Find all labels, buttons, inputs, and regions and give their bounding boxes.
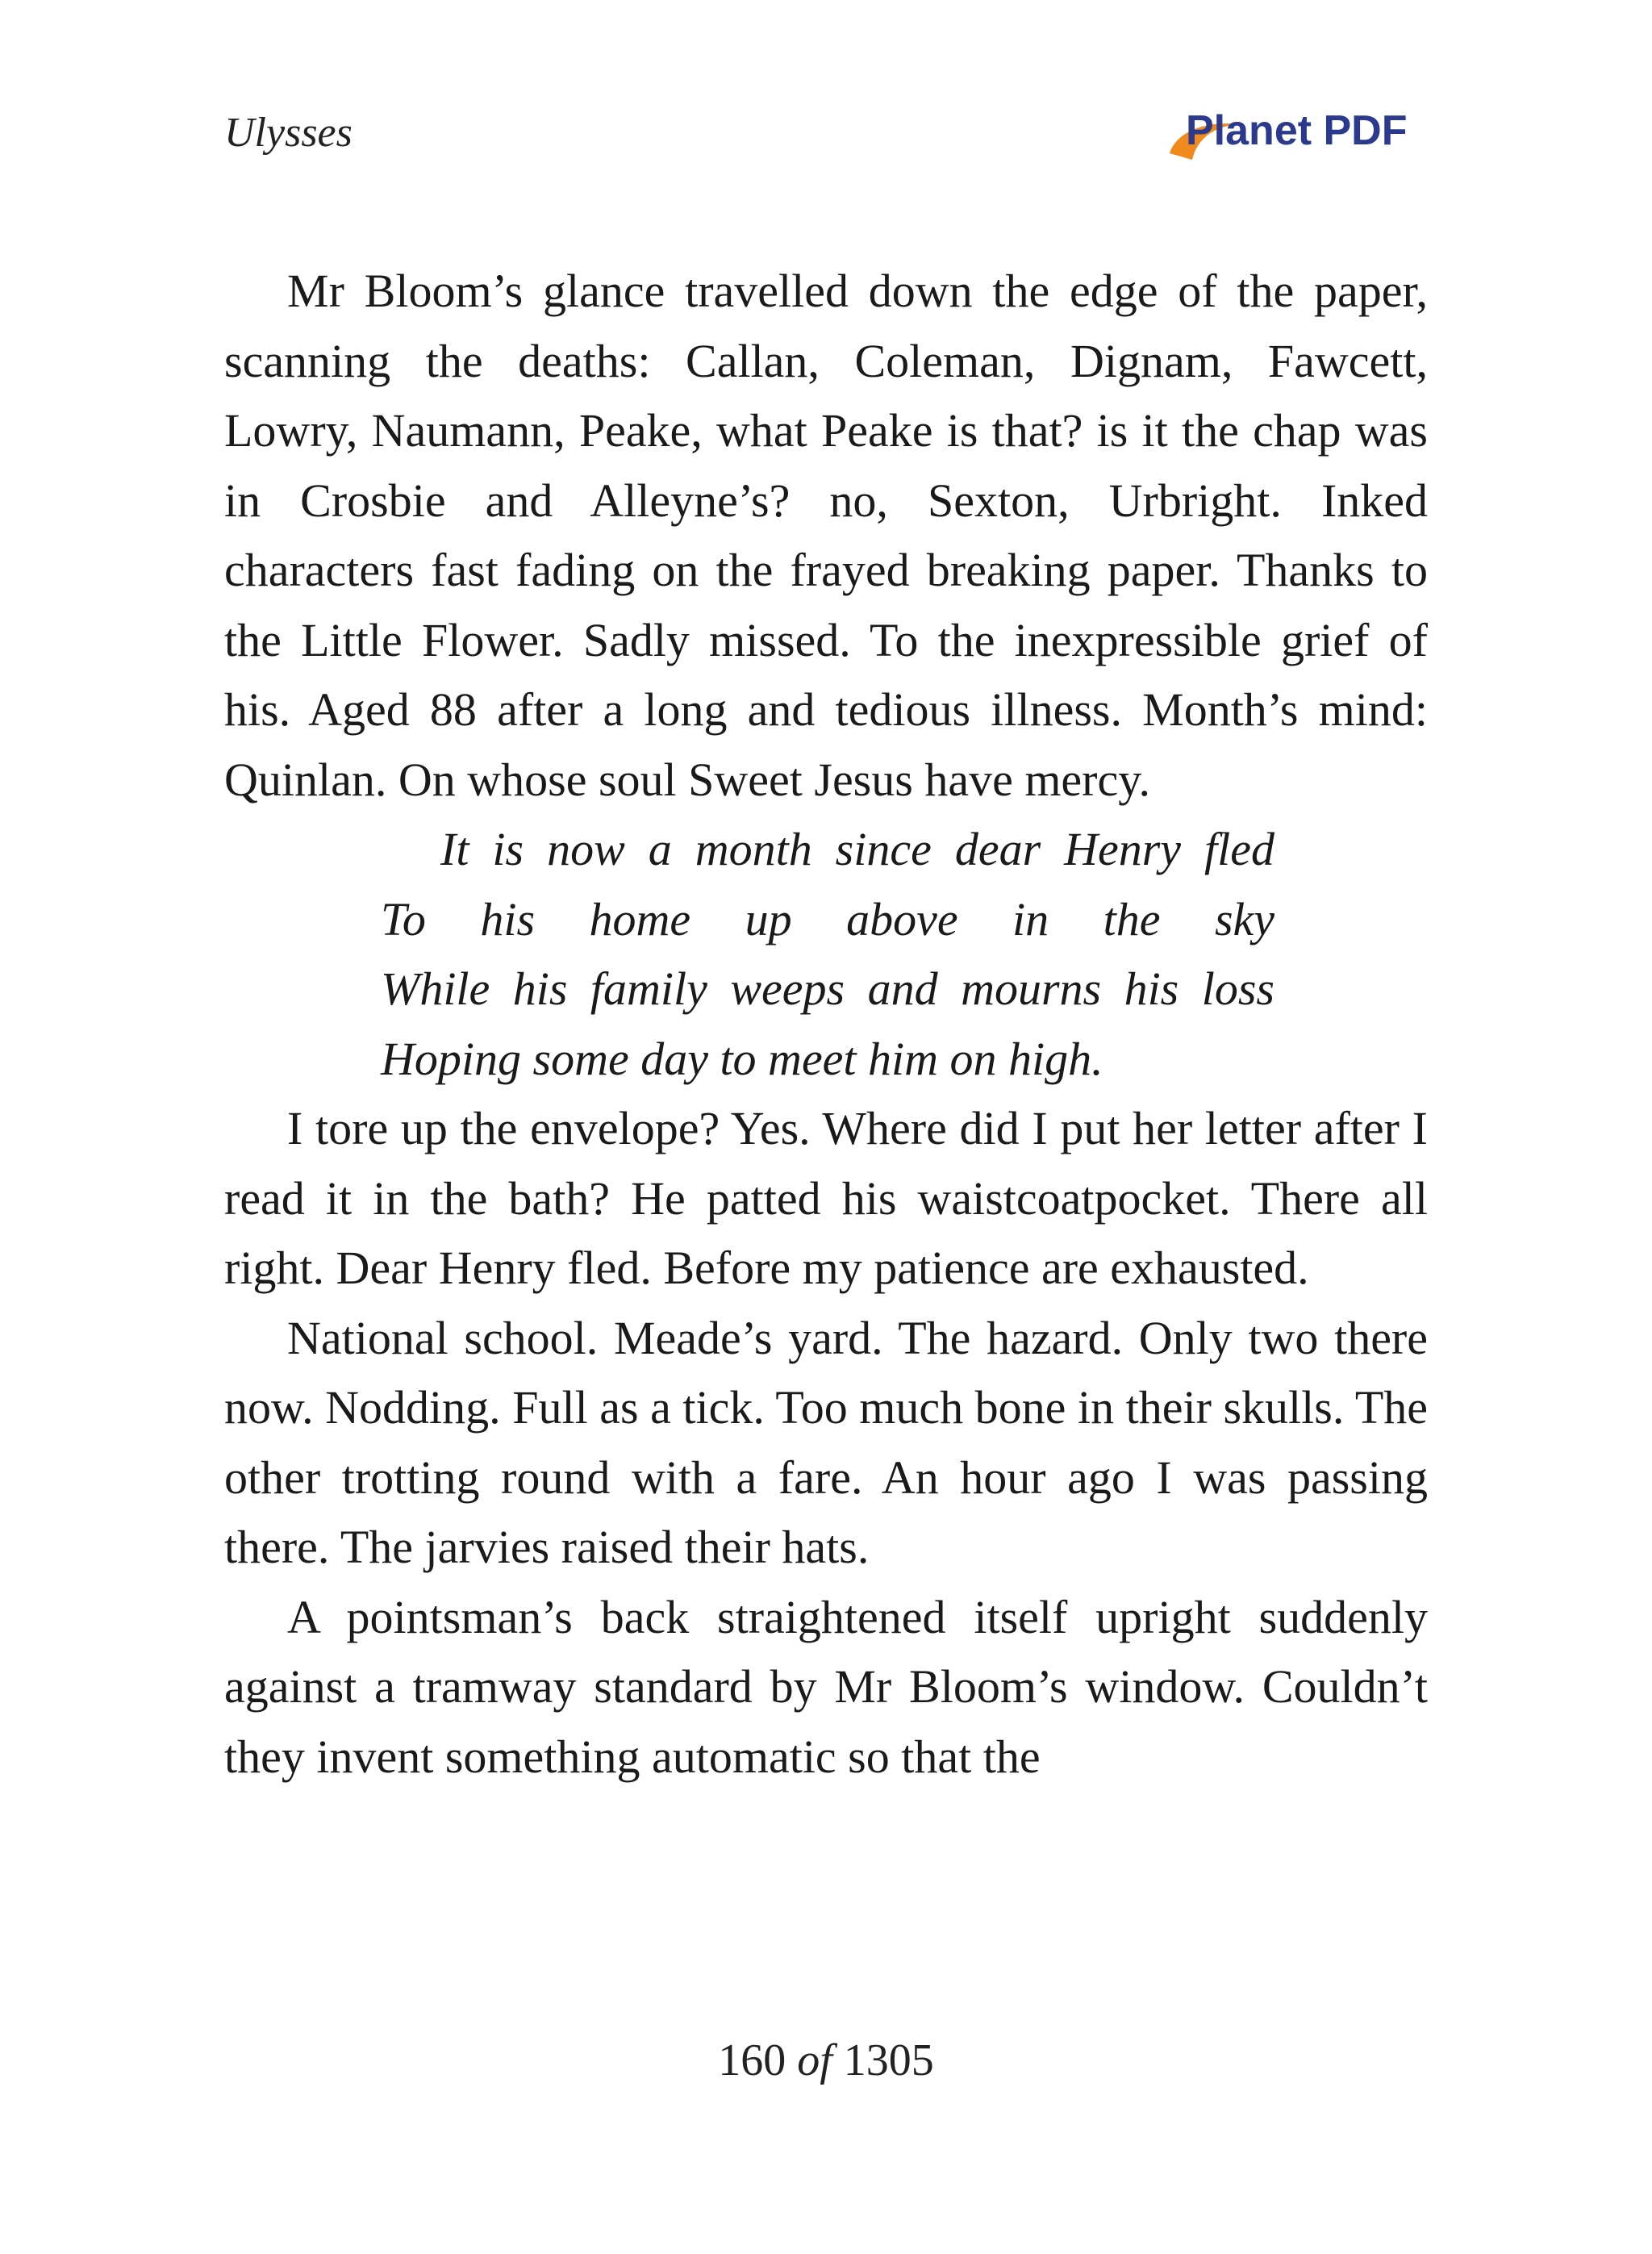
poem-block: [224, 815, 1428, 1094]
poem-line: While his family weeps and mourns his loss: [381, 962, 1274, 1015]
current-page: 160: [718, 2035, 786, 2085]
poem-line: It is now a month since dear Henry fled: [440, 823, 1274, 875]
planet-pdf-logo: [1162, 97, 1428, 169]
poem-line: Hoping some day to meet him on high.: [381, 1032, 1103, 1085]
page-content: [224, 257, 1428, 1792]
book-title: Ulysses: [224, 110, 353, 156]
paragraph: National school. Meade’s yard. The hazard. Only two there now. Nodding. Full as a tick. Too much bone in their skulls. The other trotting round with a fare. An hour ago I was passing there. The jarvies raised their hats.: [224, 1311, 1428, 1573]
of-label: of: [797, 2035, 832, 2085]
paragraph: I tore up the envelope? Yes. Where did I put her letter after I read it in the bath? He patted his waistcoatpocket. There all right. Dear Henry fled. Before my patience are exhausted.: [224, 1102, 1428, 1294]
paragraph: Mr Bloom’s glance travelled down the edge of the paper, scanning the deaths: Callan, Coleman, Dignam, Fawcett, Lowry, Naumann, Peake, what Peake is that? is it the chap was in Crosbie and Alleyne’s? no, Sexton, Urbright. Inked characters fast fading on the frayed breaking paper. Thanks to the Little Flower. Sadly missed. To the inexpressible grief of his. Aged 88 after a long and tedious illness. Month’s mind: Quinlan. On whose soul Sweet Jesus have mercy.: [224, 265, 1428, 806]
page-number: [0, 2028, 1652, 2093]
poem-line: To his home up above in the sky: [381, 892, 1274, 945]
total-pages: 1305: [843, 2035, 934, 2085]
logo-text: Planet PDF: [1186, 107, 1408, 154]
paragraph: A pointsman’s back straightened itself upright suddenly against a tramway standard by Mr Bloom’s window. Couldn’t they invent something automatic so that the: [224, 1590, 1428, 1783]
